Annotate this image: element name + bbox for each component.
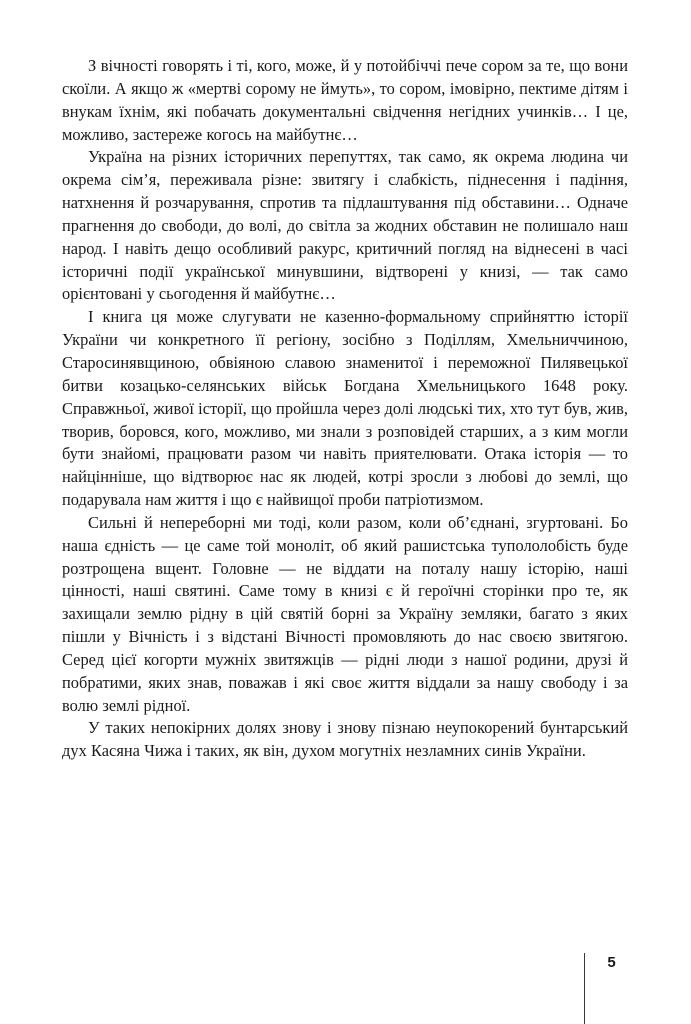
page-number: 5: [607, 954, 616, 971]
folio-vertical-rule: [584, 953, 585, 1024]
paragraph: Сильні й непереборні ми тоді, коли разом, коли об’єднані, згуртовані. Бо наша єдність — це саме той моноліт, об який рашистська тупололобість буде розтрощена вщент. Головне — не віддати на поталу нашу історію, наші цінності, наші святині. Саме тому в книзі є й героїчні сторінки про те, як захищали землю рідну в цій святій борні за Україну земляки, багато з яких пішли у Вічність і з відстані Вічності промовляють до нас своєю звитягою. Серед цієї когорти мужніх звитяжців — рідні люди з нашої родини, друзі й побратими, яких знав, поважав і які своє життя віддали за нашу свободу і за волю землі рідної.: [62, 512, 628, 715]
paragraph: Україна на різних історичних перепуттях, так само, як окрема людина чи окрема сім’я, переживала різне: звитягу і слабкість, піднесення і падіння, натхнення й розчарування, спротив та підлаштування під обставини… Одначе прагнення до свободи, до волі, до світла за жодних обставин не полишало наш народ. І навіть дещо особливий ракурс, критичний погляд на віднесені в часі історичні події української минувшини, відтворені у книзі, — так само орієнтовані у сьогодення й майбутнє…: [62, 147, 628, 304]
body-text-block: [62, 55, 628, 763]
paragraph: З вічності говорять і ті, кого, може, й у потойбіччі пече сором за те, що вони скоїли. А якщо ж «мертві сорому не ймуть», то сором, імовірно, пектиме дітям і внукам їхнім, які побачать документальні свідчення негідних учинків… І це, можливо, застереже когось на майбутнє…: [62, 56, 628, 144]
page-footer: [584, 953, 616, 1024]
paragraph: У таких непокірних долях знову і знову пізнаю неупокорений бунтарський дух Касяна Чижа і таких, як він, духом могутніх незламних синів України.: [62, 718, 628, 761]
paragraph: І книга ця може слугувати не казенно-формальному сприйняттю історії України чи конкретного її регіону, зосібно з Поділлям, Хмельниччиною, Старосинявщиною, обвіяною славою знаменитої і переможної Пилявецької битви козацько-селянських військ Богдана Хмельницького 1648 року. Справжньої, живої історії, що пройшла через долі людські тих, хто тут був, жив, творив, боровся, кого, можливо, ми знали з розповідей старших, а з ким могли бути знайомі, працювати разом чи навіть приятелювати. Отака історія — то найцінніше, що відтворює нас як людей, котрі зросли з любові до землі, що подарувала нам життя і що є найвищої проби патріотизмом.: [62, 307, 628, 510]
